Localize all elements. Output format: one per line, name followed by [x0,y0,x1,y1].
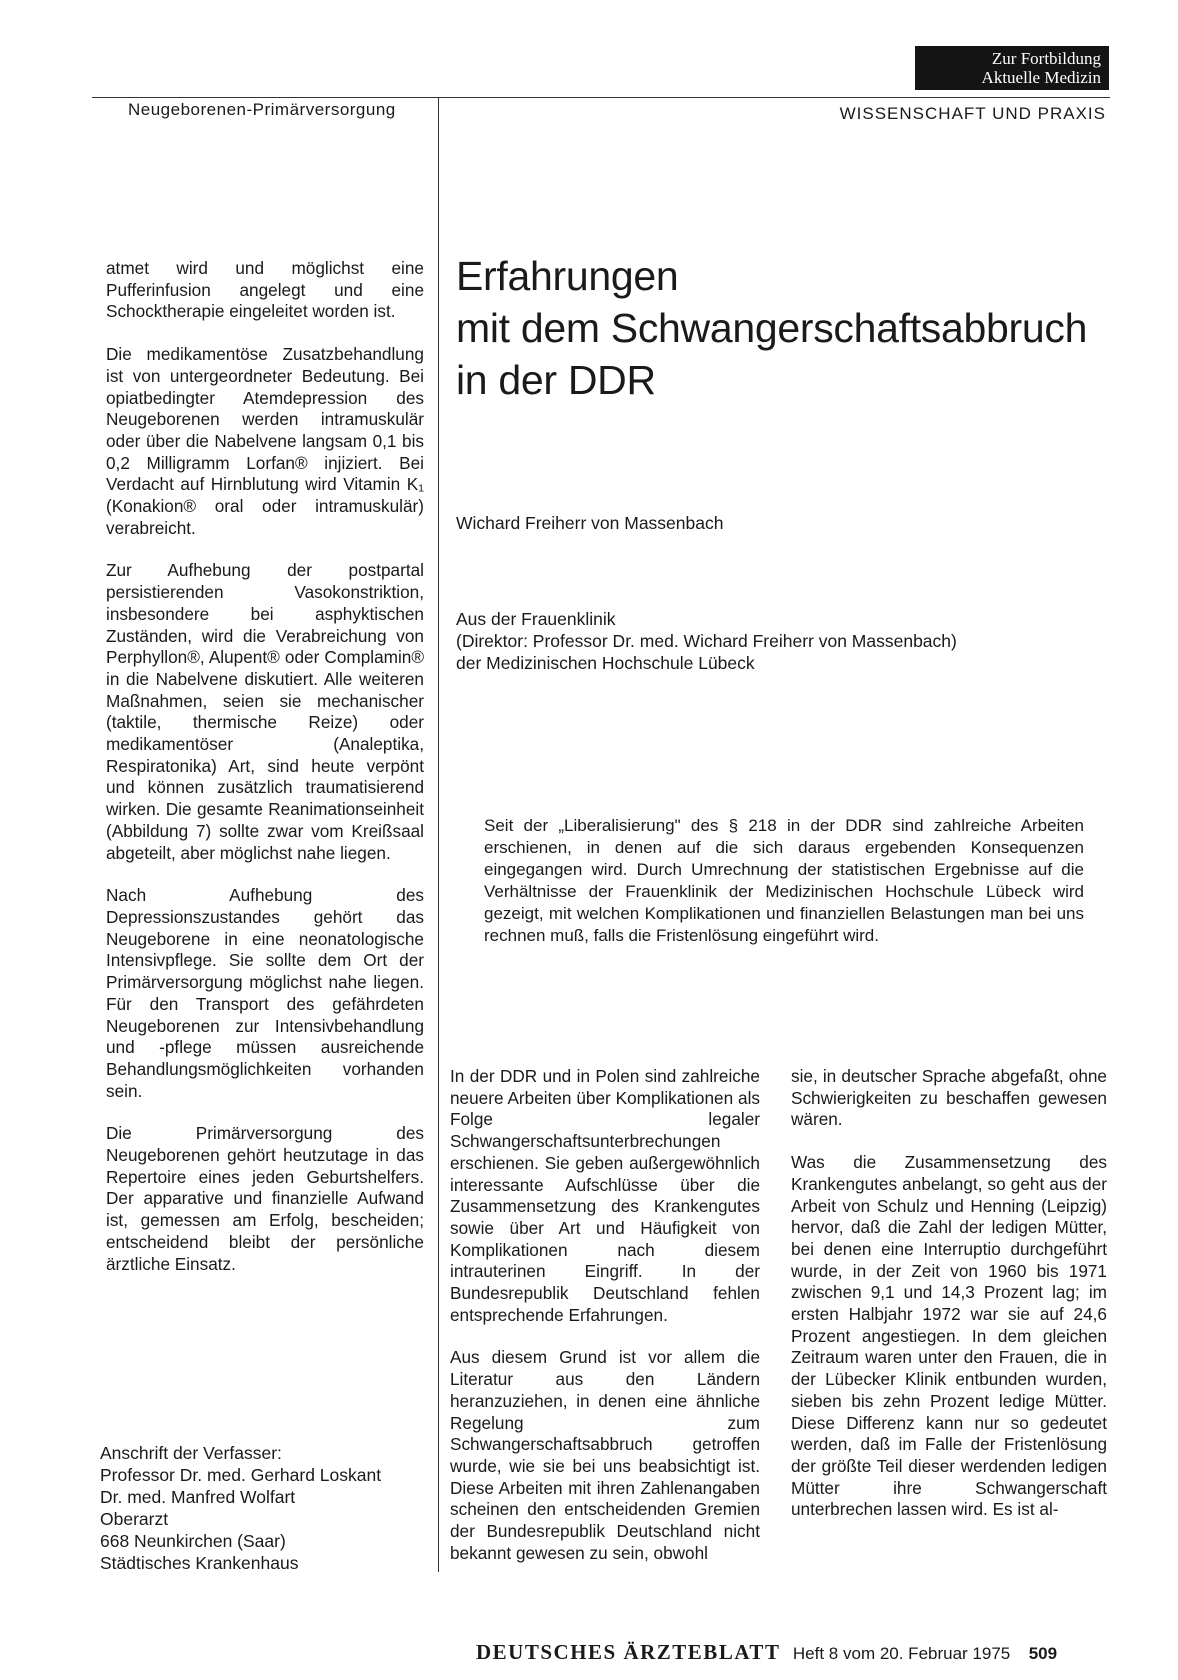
right-paragraph: sie, in deutscher Sprache abgefaßt, ohne Schwierigkeiten zu beschaffen gewesen wären. [791,1066,1107,1130]
column-divider [438,97,439,1572]
left-paragraph: atmet wird und möglichst eine Pufferinfusion angelegt und eine Schocktherapie eingeleitet worden ist. [106,258,424,322]
middle-column [450,1066,760,1585]
right-paragraph: Was die Zusammensetzung des Krankengutes anbelangt, so geht aus der Arbeit von Schulz und Henning (Leipzig) hervor, daß die Zahl der ledigen Mütter, bei denen eine Interruptio durchgeführt wurde, in der Zeit von 1960 bis 1971 zwischen 9,1 und 14,3 Prozent lag; im ersten Halbjahr 1972 war sie auf 24,6 Prozent angestiegen. In dem gleichen Zeitraum waren unter den Frauen, die in der Lübecker Klinik entbunden wurden, sieben bis zehn Prozent ledige Mütter. Diese Differenz kann nur so gedeutet werden, daß im Falle der Fristenlösung der größte Teil dieser werdenden ledigen Mütter ihre Schwangerschaft unterbrechen lassen wird. Es ist al- [791,1152,1107,1520]
badge-line-1: Zur Fortbildung [991,49,1101,68]
address-line: Dr. med. Manfred Wolfart [100,1486,296,1507]
left-paragraph: Zur Aufhebung der postpartal persistierenden Vasokonstriktion, insbesondere bei asphyktischen Zuständen, wird die Verabreichung von Perphyllon®, Alupent® oder Complamin® in die Nabelvene diskutiert. Alle weiteren Maßnahmen, seien sie mechanischer (taktile, thermische Reize) oder medikamentöser (Analeptika, Respiratonika) Art, sind heute verpönt und können zusätzlich traumatisierend wirken. Die gesamte Reanimationseinheit (Abbildung 7) sollte zwar vom Kreißsaal abgeteilt, aber möglichst nahe liegen. [106,560,424,863]
running-header-right: WISSENSCHAFT UND PRAXIS [839,104,1106,123]
issue-info: Heft 8 vom 20. Februar 1975 [792,1644,1011,1663]
address-line: Städtisches Krankenhaus [100,1552,299,1573]
page-footer [476,1640,1057,1665]
right-column [791,1066,1107,1542]
journal-name: DEUTSCHES ÄRZTEBLATT [476,1640,781,1664]
header-rule [92,97,1110,98]
middle-paragraph: In der DDR und in Polen sind zahlreiche neuere Arbeiten über Komplikationen als Folge legaler Schwangerschaftsunterbrechungen erschienen. Sie geben außergewöhnlich interessante Aufschlüsse über die Zusammensetzung des Krankengutes sowie über Art und Häufigkeit von Komplikationen nach diesem intrauterinen Eingriff. In der Bundesrepublik Deutschland fehlen entsprechende Erfahrungen. [450,1066,760,1325]
address-line: Professor Dr. med. Gerhard Loskant [100,1464,382,1485]
title-line: Erfahrungen [456,253,679,299]
left-paragraph: Die medikamentöse Zusatzbehandlung ist von untergeordneter Bedeutung. Bei opiatbedingter Atemdepression des Neugeborenen werden intramuskulär oder über die Nabelvene langsam 0,1 bis 0,2 Milligramm Lorfan® injiziert. Bei Verdacht auf Hirnblutung wird Vitamin K₁ (Konakion® oral oder intramuskulär) verabreicht. [106,344,424,538]
title-line: mit dem Schwangerschaftsabbruch [456,305,1088,351]
article-title [456,250,1087,406]
left-paragraph: Die Primärversorgung des Neugeborenen gehört heutzutage in das Repertoire eines jeden Geburtshelfers. Der apparative und finanzielle Aufwand ist, gemessen am Erfolg, bescheiden; entscheidend bleibt der persönliche ärztliche Einsatz. [106,1123,424,1274]
section-badge [915,46,1109,90]
left-column [106,258,424,1296]
running-header-left: Neugeborenen-Primärversorgung [128,100,396,119]
page-number: 509 [1028,1644,1058,1663]
left-paragraph: Nach Aufhebung des Depressionszustandes gehört das Neugeborene in eine neonatologische Intensivpflege. Sie sollte dem Ort der Primärversorgung möglichst nahe liegen. Für den Transport des gefährdeten Neugeborenen zur Intensivbehandlung und -pflege müssen ausreichende Behandlungsmöglichkeiten vorhanden sein. [106,885,424,1101]
affiliation-line: (Direktor: Professor Dr. med. Wichard Freiherr von Massenbach) [456,631,957,651]
badge-line-2: Aktuelle Medizin [981,68,1101,87]
title-line: in der DDR [456,357,656,403]
article-author: Wichard Freiherr von Massenbach [456,513,724,533]
author-address [100,1443,381,1574]
address-line: Anschrift der Verfasser: [100,1443,282,1463]
affiliation-line: Aus der Frauenklinik [456,609,616,629]
author-affiliation [456,608,957,674]
affiliation-line: der Medizinischen Hochschule Lübeck [456,653,755,673]
address-line: 668 Neunkirchen (Saar) [100,1530,286,1551]
article-abstract: Seit der „Liberalisierung" des § 218 in der DDR sind zahlreiche Arbeiten erschienen, in denen auf die sich daraus ergebenden Konsequenzen eingegangen wird. Durch Umrechnung der statistischen Ergebnisse auf die Verhältnisse der Frauenklinik der Medizinischen Hochschule Lübeck wird gezeigt, mit welchen Komplikationen und finanziellen Belastungen man bei uns rechnen muß, falls die Fristenlösung eingeführt wird. [484,816,1084,945]
middle-paragraph: Aus diesem Grund ist vor allem die Literatur aus den Ländern heranzuziehen, in denen eine ähnliche Regelung zum Schwangerschaftsabbruch getroffen wurde, wie sie bei uns beabsichtigt ist. Diese Arbeiten mit ihren Zahlenangaben scheinen den entscheidenden Gremien der Bundesrepublik Deutschland nicht bekannt gewesen zu sein, obwohl [450,1347,760,1563]
address-line: Oberarzt [100,1508,169,1529]
